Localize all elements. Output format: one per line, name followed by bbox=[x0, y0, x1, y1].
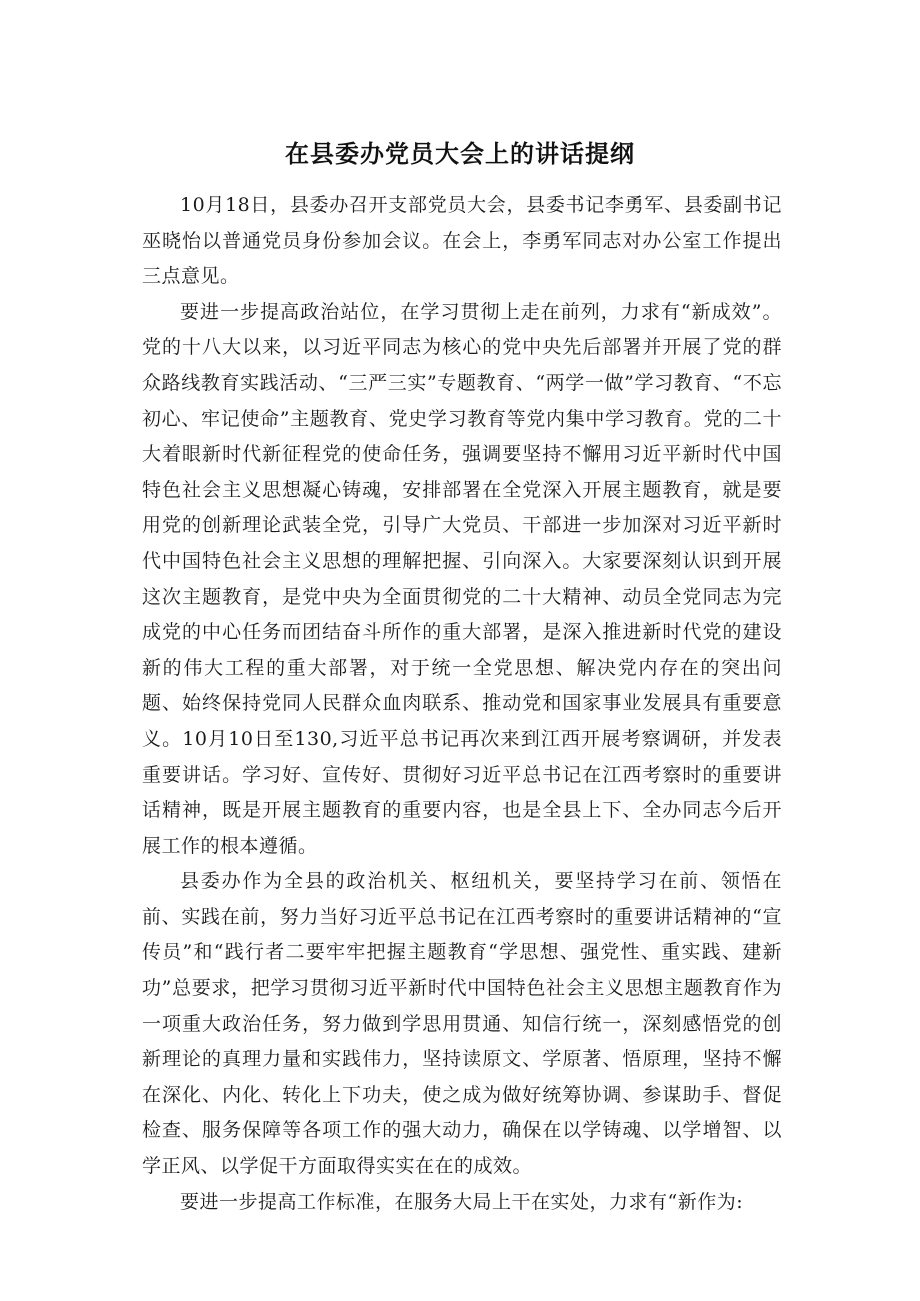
paragraph-4: 要进一步提高工作标准，在服务大局上干在实处，力求有“新作为: bbox=[180, 1190, 744, 1213]
paragraph-3: 县委办作为全县的政治机关、枢纽机关，要坚持学习在前、领悟在前、实践在前，努力当好习近平总书记在江西考察时的重要讲话精神的“宣传员”和“践行者二要牢牢把握主题教育“学思想、强党性、重实践、建新功”总要求，把学习贯彻习近平新时代中国特色社会主义思想主题教育作为一项重大政治任务，努力做到学思用贯通、知信行统一，深刻感悟党的创新理论的真理力量和实践伟力，坚持读原文、学原著、悟原理，坚持不懈在深化、内化、转化上下功夫，使之成为做好统筹协调、参谋助手、督促检查、服务保障等各项工作的强大动力，确保在以学铸魂、以学增智、以学正风、以学促干方面取得实实在在的成效。 bbox=[142, 870, 782, 1178]
document-title: 在县委办党员大会上的讲话提纲 bbox=[285, 140, 635, 169]
paragraph-1: 10月18日，县委办召开支部党员大会，县委书记李勇军、县委副书记巫晓怡以普通党员身份参加会议。在会上，李勇军同志对办公室工作提出三点意见。 bbox=[142, 194, 782, 288]
document-body bbox=[142, 188, 782, 1220]
paragraph-2: 要进一步提高政治站位，在学习贯彻上走在前列，力求有“新成效”。党的十八大以来，以习近平同志为核心的党中央先后部署并开展了党的群众路线教育实践活动、“三严三实”专题教育、“两学一做”学习教育、“不忘初心、牢记使命”主题教育、党史学习教育等党内集中学习教育。党的二十大着眼新时代新征程党的使命任务，强调要坚持不懈用习近平新时代中国特色社会主义思想凝心铸魂，安排部署在全党深入开展主题教育，就是要用党的创新理论武装全党，引导广大党员、干部进一步加深对习近平新时代中国特色社会主义思想的理解把握、引向深入。大家要深刻认识到开展这次主题教育，是党中央为全面贯彻党的二十大精神、动员全党同志为完成党的中心任务而团结奋斗所作的重大部署，是深入推进新时代党的建设新的伟大工程的重大部署，对于统一全党思想、解决党内存在的突出问题、始终保持党同人民群众血肉联系、推动党和国家事业发展具有重要意义。10月10日至130,习近平总书记再次来到江西开展考察调研，并发表重要讲话。学习好、宣传好、贯彻好习近平总书记在江西考察时的重要讲话精神，既是开展主题教育的重要内容，也是全县上下、全办同志今后开展工作的根本遵循。 bbox=[142, 300, 782, 857]
